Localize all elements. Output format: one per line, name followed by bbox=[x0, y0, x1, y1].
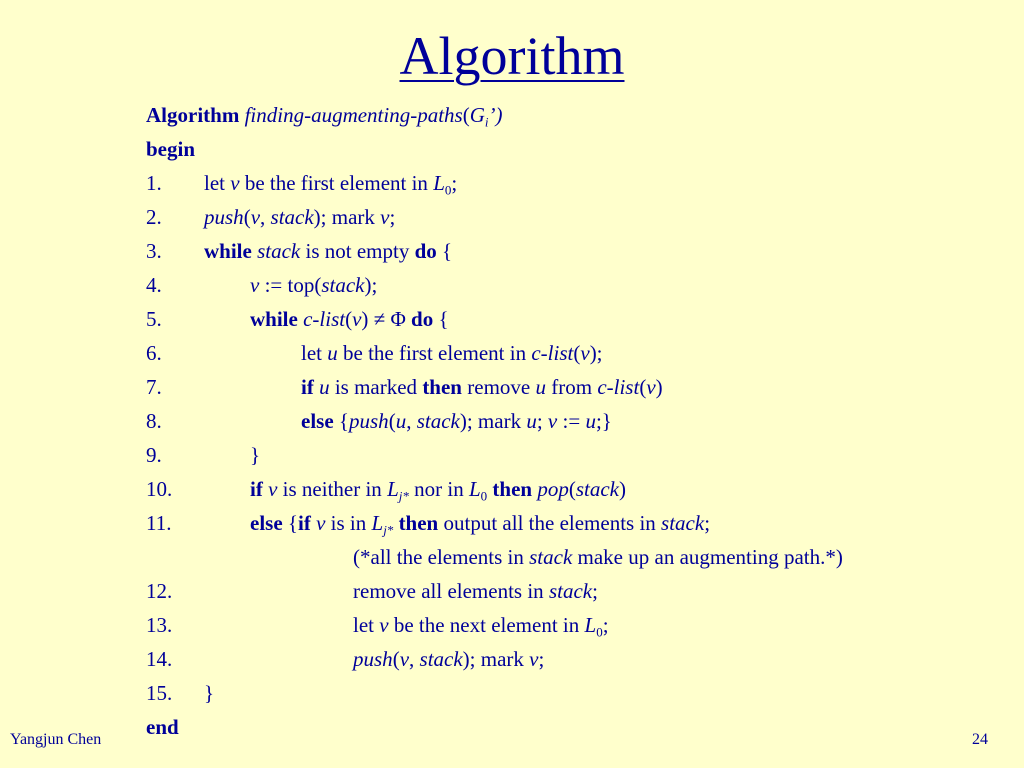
line-number: 13. bbox=[146, 613, 173, 637]
algorithm-keyword: Algorithm bbox=[146, 103, 240, 127]
line-number: 12. bbox=[146, 579, 173, 603]
line-number: 6. bbox=[146, 341, 162, 365]
line-number: 1. bbox=[146, 171, 162, 195]
line-number: 14. bbox=[146, 647, 173, 671]
begin-keyword: begin bbox=[146, 137, 196, 161]
line-number: 4. bbox=[146, 273, 162, 297]
end-keyword: end bbox=[146, 715, 179, 739]
line-number: 9. bbox=[146, 443, 162, 467]
line-number: 11. bbox=[146, 511, 172, 535]
line-number: 3. bbox=[146, 239, 162, 263]
algorithm-name: finding-augmenting-paths bbox=[244, 103, 463, 127]
line-number: 8. bbox=[146, 409, 162, 433]
slide-title: Algorithm bbox=[399, 26, 625, 86]
footer-author: Yangjun Chen bbox=[10, 731, 102, 748]
line-number: 7. bbox=[146, 375, 162, 399]
line-number: 2. bbox=[146, 205, 162, 229]
line-number: 5. bbox=[146, 307, 162, 331]
line-number: 15. bbox=[146, 681, 173, 705]
line-number: 10. bbox=[146, 477, 173, 501]
footer-page-number: 24 bbox=[972, 731, 988, 748]
